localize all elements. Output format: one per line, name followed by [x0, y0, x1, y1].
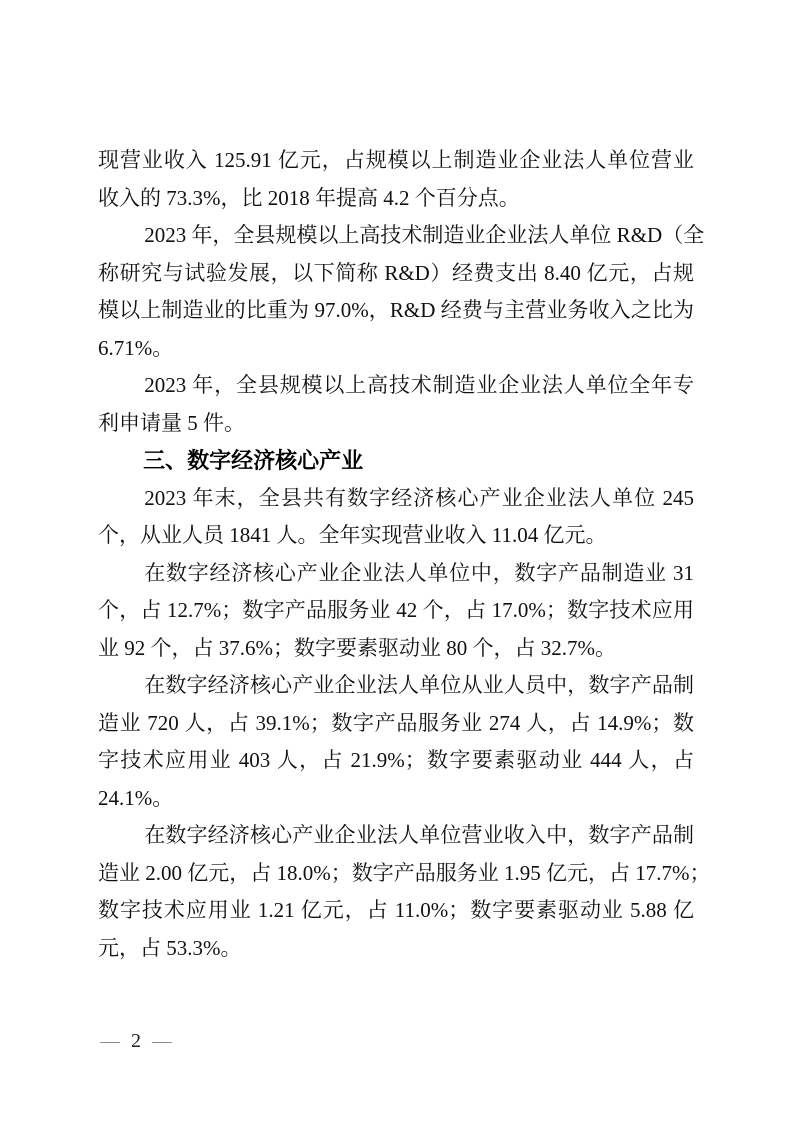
text-line: 业 92 个，占 37.6%；数字要素驱动业 80 个，占 32.7%。: [98, 635, 616, 660]
text-line: 元，占 53.3%。: [98, 935, 242, 960]
paragraph: [98, 217, 705, 367]
text-line: 模以上制造业的比重为 97.0%，R&D 经费与主营业务收入之比为: [98, 298, 694, 322]
page-footer: [100, 1030, 172, 1052]
text-line: 2023 年，全县规模以上高技术制造业企业法人单位 R&D（全: [144, 223, 705, 247]
paragraph: [98, 667, 694, 817]
text-line: 现营业收入 125.91 亿元，占规模以上制造业企业法人单位营业: [98, 148, 694, 172]
text-line: 2023 年末，全县共有数字经济核心产业企业法人单位 245: [144, 485, 694, 510]
section-heading: 三、数字经济核心产业: [143, 448, 364, 473]
text-line: 数字技术应用业 1.21 亿元，占 11.0%；数字要素驱动业 5.88 亿: [98, 898, 694, 922]
text-line: 24.1%。: [98, 785, 174, 810]
text-line: 收入的 73.3%，比 2018 年提高 4.2 个百分点。: [98, 185, 520, 210]
footer-dash-left: —: [100, 1030, 120, 1052]
document-body: [98, 142, 711, 967]
paragraph: [98, 480, 694, 555]
paragraph: [98, 817, 711, 967]
paragraph: [98, 142, 694, 217]
text-line: 造业 720 人，占 39.1%；数字产品服务业 274 人，占 14.9%；数: [98, 710, 694, 735]
text-line: 在数字经济核心产业企业法人单位营业收入中，数字产品制: [144, 823, 694, 847]
paragraph: [98, 367, 694, 442]
footer-dash-right: —: [152, 1030, 172, 1052]
text-line: 2023 年，全县规模以上高技术制造业企业法人单位全年专: [144, 373, 694, 397]
text-line: 称研究与试验发展，以下简称 R&D）经费支出 8.40 亿元，占规: [98, 260, 694, 285]
text-line: 利申请量 5 件。: [98, 410, 245, 435]
text-line: 造业 2.00 亿元，占 18.0%；数字产品服务业 1.95 亿元，占 17.7%；: [98, 860, 711, 885]
text-line: 在数字经济核心产业企业法人单位从业人员中，数字产品制: [144, 673, 694, 697]
page-number: 2: [131, 1030, 141, 1052]
paragraph: [98, 555, 694, 668]
text-line: 个，占 12.7%；数字产品服务业 42 个，占 17.0%；数字技术应用: [98, 598, 694, 622]
text-line: 6.71%。: [98, 335, 174, 360]
text-line: 个，从业人员 1841 人。全年实现营业收入 11.04 亿元。: [98, 523, 607, 547]
text-line: 在数字经济核心产业企业法人单位中，数字产品制造业 31: [144, 560, 694, 585]
text-line: 字技术应用业 403 人，占 21.9%；数字要素驱动业 444 人，占: [98, 748, 694, 772]
